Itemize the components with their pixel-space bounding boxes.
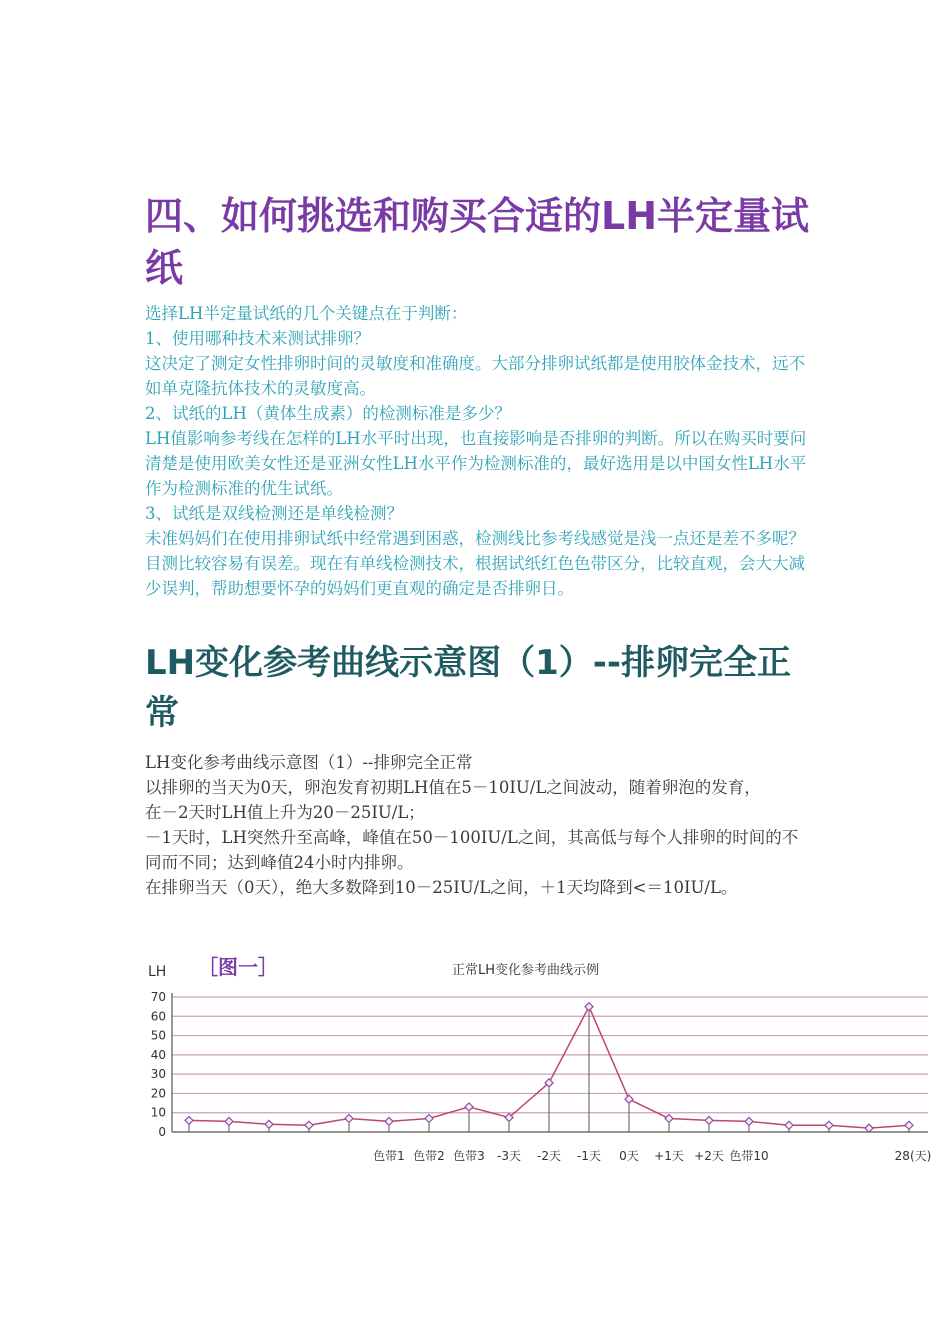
data-point [385,1117,393,1125]
paragraph-line: 在排卵当天（0天），绝大多数降到10－25IU/L之间，＋1天均降到<＝10IU/L。 [145,878,738,897]
axes [172,993,928,1132]
data-point [665,1115,673,1123]
chart-title: 正常LH变化参考曲线示例 [452,963,600,978]
x-tick-label: 28(天) [894,1149,932,1163]
paragraph-line: 2、试纸的LH（黄体生成素）的检测标准是多少？ [145,404,511,423]
curve-section-body [145,750,810,900]
lh-curve-chart [140,950,940,1175]
x-tick-label: -3天 [497,1149,521,1163]
y-tick-label: 50 [150,1028,166,1043]
curve-section-heading: LH变化参考曲线示意图（1）--排卵完全正常 [145,643,791,733]
x-tick-label: +1天 [654,1149,684,1163]
y-tick-label: 10 [150,1105,166,1120]
data-point [745,1117,753,1125]
y-axis-label: LH [148,964,167,980]
paragraph-line: 未准妈妈们在使用排卵试纸中经常遇到困惑，检测线比参考线感觉是浅一点还是差不多呢？目测比较容易有误差。现在有单线检测技术，根据试纸红色色带区分，比较直观，会大大减少误判，帮助想要怀孕的妈妈们更直观的确定是否排卵日。 [145,529,805,598]
x-tick-label: -2天 [537,1149,561,1163]
grid [172,997,928,1113]
paragraph-line: 这决定了测定女性排卵时间的灵敏度和准确度。大部分排卵试纸都是使用胶体金技术，远不如单克隆抗体技术的灵敏度高。 [145,354,805,398]
x-tick-label: 0天 [619,1149,639,1163]
data-point [465,1103,473,1111]
data-point [785,1121,793,1129]
x-tick-label: 色带2 [413,1149,445,1163]
paragraph-line: 以排卵的当天为0天，卵泡发育初期LH值在5－10IU/L之间波动，随着卵泡的发育， [145,778,761,797]
y-tick-label: 30 [150,1067,166,1082]
paragraph-line: 1、使用哪种技术来测试排卵？ [145,329,370,348]
x-tick-label: 色带3 [453,1149,485,1163]
data-point [345,1115,353,1123]
data-point [425,1115,433,1123]
data-point [585,1003,593,1011]
data-point [625,1095,633,1103]
figure-label: ［图一］ [198,955,278,979]
paragraph-line: LH值影响参考线在怎样的LH水平时出现，也直接影响是否排卵的判断。所以在购买时要问清楚是使用欧美女性还是亚洲女性LH水平作为检测标准的，最好选用是以中国女性LH水平作为检测标准的优生试纸。 [145,429,807,498]
section4-heading: 四、如何挑选和购买合适的LH半定量试纸 [145,194,810,290]
y-tick-label: 0 [158,1125,166,1139]
paragraph-line: LH变化参考曲线示意图（1）--排卵完全正常 [145,753,473,772]
section4-body [145,301,810,601]
paragraph-line: 3、试纸是双线检测还是单线检测？ [145,504,403,523]
paragraph-line: 在－2天时LH值上升为20－25IU/L； [145,803,425,822]
paragraph-line: －1天时，LH突然升至高峰，峰值在50－100IU/L之间，其高低与每个人排卵的时间的不同而不同；达到峰值24小时内排卵。 [145,828,799,872]
data-point [225,1117,233,1125]
x-tick-label: -1天 [577,1149,601,1163]
y-tick-label: 60 [150,1009,166,1024]
data-point [305,1121,313,1129]
data-point [705,1116,713,1124]
x-tick-label: 色带1 [373,1149,405,1163]
x-tick-labels [373,1148,931,1163]
paragraph-line: 选择LH半定量试纸的几个关键点在于判断： [145,304,468,323]
y-tick-labels [151,990,166,1139]
data-point [865,1124,873,1132]
data-point [185,1116,193,1124]
y-tick-label: 70 [150,990,166,1004]
data-point [265,1120,273,1128]
data-point [905,1121,913,1129]
y-tick-label: 40 [150,1047,166,1062]
data-point [825,1121,833,1129]
x-tick-label: 色带10 [729,1149,769,1163]
x-tick-label: +2天 [694,1149,724,1163]
y-tick-label: 20 [150,1086,166,1101]
